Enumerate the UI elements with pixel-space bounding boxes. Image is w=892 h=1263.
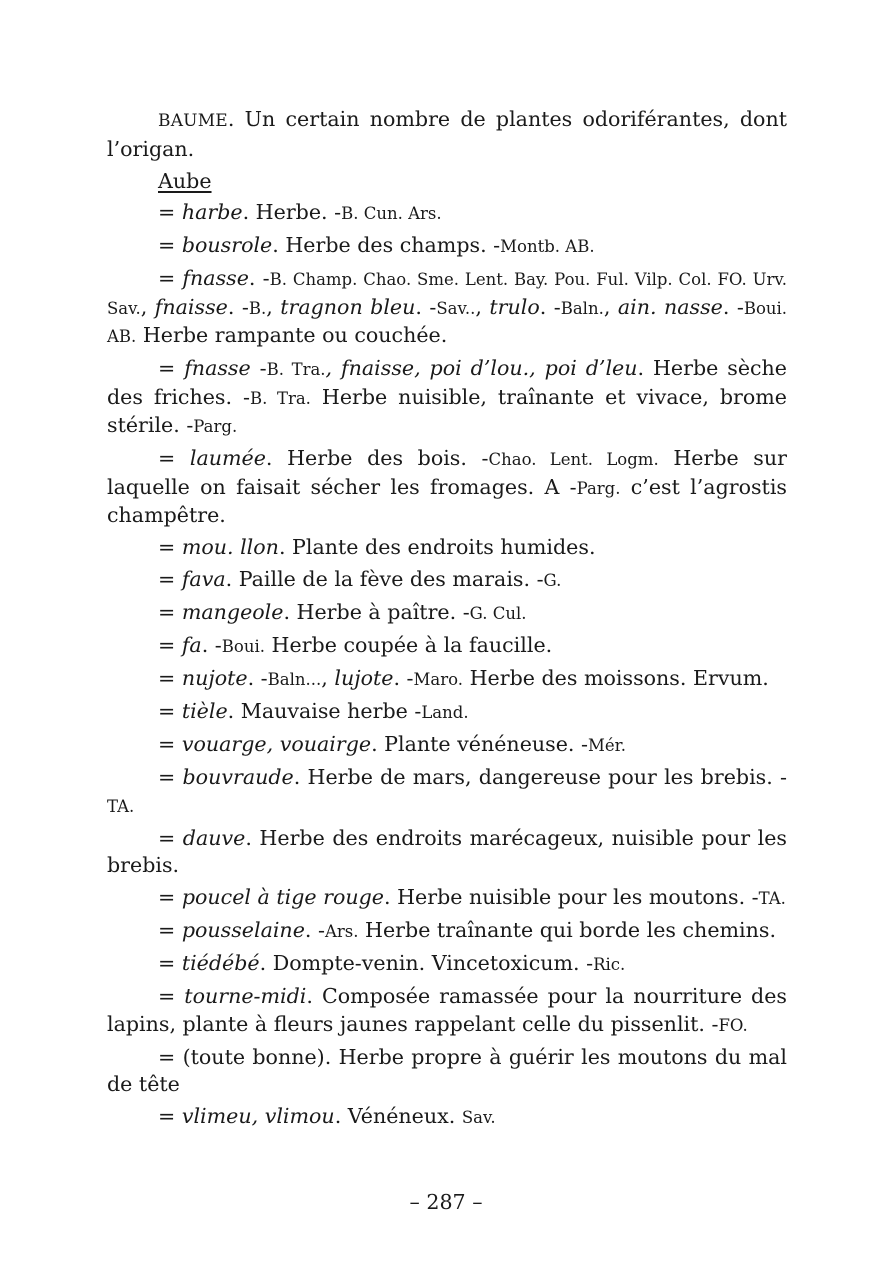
entry-text: ,	[266, 294, 281, 319]
dialect-term: poucel à tige rouge	[181, 885, 384, 909]
entry-text: . Plante vénéneuse. -	[371, 732, 588, 756]
entry-text: . -	[304, 918, 325, 942]
dialect-term: lujote	[334, 666, 394, 690]
page-body	[107, 106, 787, 1136]
entry-text: . Herbe des champs. -	[272, 233, 501, 257]
glossary-entry	[107, 665, 787, 694]
entry-text: =	[158, 266, 183, 290]
locality-abbrev: BAUME	[158, 111, 228, 131]
entry-text: ,	[603, 294, 618, 319]
locality-abbrev: Baln.	[560, 298, 604, 318]
entry-text: =	[158, 233, 182, 257]
entry-text: . Composée ramassée pour la nourriture des lapins, plante à fleurs jaunes rappelant celle du pissenlit. -	[107, 984, 788, 1036]
locality-abbrev: Ars.	[324, 922, 359, 941]
entry-text: . -	[201, 633, 222, 657]
locality-abbrev: Parg.	[193, 417, 238, 436]
locality-abbrev: FO.	[718, 1015, 748, 1035]
entry-text: . Herbe des endroits marécageux, nuisible pour les brebis.	[107, 825, 787, 877]
entry-text: =	[158, 951, 182, 975]
dialect-term: mou. llon	[181, 535, 279, 559]
glossary-entry	[107, 884, 787, 913]
locality-abbrev: Maro.	[413, 670, 464, 689]
glossary-entry	[107, 917, 787, 946]
entry-text: =	[158, 918, 182, 942]
entry-text: . -	[722, 294, 744, 319]
locality-abbrev: B. Tra.	[249, 388, 311, 408]
glossary-entry	[107, 355, 787, 441]
entry-text: . -	[415, 294, 437, 319]
entry-text: =	[158, 825, 183, 850]
entry-text: . -	[247, 666, 268, 690]
entry-text: =	[158, 446, 190, 470]
locality-abbrev: Boui.	[221, 637, 265, 656]
dialect-term: ain. nasse	[617, 294, 723, 319]
locality-abbrev: Baln...	[267, 670, 322, 689]
glossary-entry	[107, 232, 787, 261]
locality-abbrev: Chao. Lent. Logm.	[488, 450, 659, 469]
entry-text: Herbe des moissons. Ervum.	[463, 666, 769, 690]
dialect-term: , fnaisse, poi d’lou., poi d’leu	[325, 356, 638, 380]
entry-text: Herbe traînante qui borde les chemins.	[358, 918, 777, 942]
entry-text: Herbe nuisible, traînante et vivace, brome stérile. -	[107, 384, 787, 437]
entry-text: = (toute bonne). Herbe propre à guérir les moutons du mal de tête	[107, 1044, 787, 1096]
entry-text: c’est l’agrostis champêtre.	[107, 474, 787, 527]
locality-abbrev: B. Champ. Chao. Sme. Lent. Bay. Pou. Ful. Vilp. Col. FO. Urv. Sav.	[107, 270, 787, 318]
entry-text: . Herbe sèche des friches. -	[107, 356, 787, 409]
entry-text: . -	[227, 294, 249, 319]
entry-text: ,	[140, 294, 155, 319]
entry-text: . Vénéneux.	[334, 1104, 462, 1128]
entry-text: . Plante des endroits humides.	[278, 535, 596, 559]
entry-text: =	[158, 356, 185, 380]
glossary-entry	[107, 566, 787, 595]
entry-text: ,	[475, 294, 490, 319]
dialect-term: mangeole	[181, 600, 284, 624]
entry-text: . Herbe. -	[242, 200, 342, 224]
glossary-entry	[107, 983, 787, 1039]
entry-text: =	[158, 200, 182, 224]
dialect-term: trulo	[489, 294, 540, 319]
dialect-term: bousrole	[181, 233, 273, 257]
entry-text: -	[250, 356, 267, 380]
dialect-term: tragnon bleu	[280, 294, 416, 319]
entry-text: . Herbe à paître. -	[283, 600, 470, 624]
dialect-term: dauve	[182, 825, 246, 850]
dialect-term: fnaisse	[154, 294, 228, 319]
locality-abbrev: B.	[248, 298, 267, 318]
entry-text: =	[158, 666, 182, 690]
glossary-entry	[107, 1103, 787, 1132]
entry-text: . Un certain nombre de plantes odoriférantes, dont l’origan.	[107, 107, 787, 161]
glossary-entry	[107, 825, 787, 880]
entry-text: . Paille de la fève des marais. -	[225, 567, 544, 591]
entry-text: =	[158, 535, 182, 559]
section-title: Aube	[158, 168, 212, 193]
entry-text: . -	[393, 666, 414, 690]
dialect-term: fnasse	[184, 356, 251, 380]
glossary-entry	[107, 599, 787, 628]
locality-abbrev: Montb. AB.	[500, 237, 595, 256]
locality-abbrev: TA.	[107, 796, 135, 816]
dialect-term: vlimeu, vlimou	[181, 1104, 335, 1128]
dialect-term: fa	[181, 633, 202, 657]
glossary-entry	[107, 199, 787, 228]
entry-text: . Mauvaise herbe -	[227, 699, 422, 723]
entry-text: =	[158, 567, 182, 591]
entry-text: =	[158, 765, 183, 789]
dialect-term: laumée	[189, 446, 266, 470]
glossary-entry	[107, 445, 787, 530]
locality-abbrev: Boui. AB.	[107, 298, 788, 346]
entry-text: =	[158, 633, 182, 657]
entry-text: =	[158, 984, 185, 1008]
locality-abbrev: Sav..	[436, 298, 476, 318]
locality-abbrev: Sav.	[461, 1108, 496, 1127]
dialect-term: nujote	[181, 666, 248, 690]
dialect-term: harbe	[181, 200, 243, 224]
locality-abbrev: Mér.	[587, 736, 626, 755]
glossary-entry	[107, 534, 787, 562]
entry-text: =	[158, 885, 182, 909]
glossary-entry	[107, 632, 787, 661]
locality-abbrev: Parg.	[576, 478, 621, 498]
entry-text: . Herbe des bois. -	[265, 446, 489, 470]
entry-text: . Herbe nuisible pour les moutons. -	[384, 885, 759, 909]
glossary-entry	[107, 1044, 787, 1099]
glossary-entry	[107, 950, 787, 979]
dialect-term: bouvraude	[182, 765, 294, 789]
dialect-term: fava	[181, 567, 226, 591]
dialect-term: vouarge, vouairge	[181, 732, 372, 756]
page-number: – 287 –	[409, 1190, 483, 1214]
dialect-term: tièle	[181, 699, 228, 723]
dialect-term: tourne-midi	[184, 984, 307, 1008]
glossary-entry	[107, 698, 787, 727]
entry-text: . Herbe de mars, dangereuse pour les brebis. -	[293, 765, 787, 789]
entry-text: Herbe rampante ou couchée.	[136, 323, 448, 347]
intro-paragraph	[107, 106, 787, 163]
glossary-entry	[107, 764, 787, 820]
entry-text: Herbe coupée à la faucille.	[265, 633, 553, 657]
glossary-entry	[107, 731, 787, 760]
entry-text: Herbe sur laquelle on faisait sécher les fromages. A -	[107, 446, 787, 499]
locality-abbrev: B. Cun. Ars.	[341, 204, 442, 223]
locality-abbrev: Land.	[421, 703, 469, 722]
entry-text: =	[158, 600, 182, 624]
locality-abbrev: B. Tra.	[266, 360, 326, 379]
entry-text: . -	[539, 294, 561, 319]
locality-abbrev: Ric.	[593, 955, 626, 974]
locality-abbrev: G. Cul.	[469, 604, 527, 623]
entry-text: =	[158, 732, 182, 756]
locality-abbrev: G.	[543, 571, 562, 590]
section-heading	[107, 168, 787, 196]
entry-text: ,	[321, 666, 335, 690]
dialect-term: tiédébé	[181, 951, 260, 975]
entry-text: =	[158, 1104, 182, 1128]
glossary-entry	[107, 265, 787, 351]
entry-text: . -	[248, 266, 270, 290]
dialect-term: fnasse	[182, 266, 249, 290]
entry-text: . Dompte-venin. Vincetoxicum. -	[259, 951, 594, 975]
dialect-term: pousselaine	[181, 918, 305, 942]
locality-abbrev: TA.	[758, 889, 786, 908]
entry-text: =	[158, 699, 182, 723]
